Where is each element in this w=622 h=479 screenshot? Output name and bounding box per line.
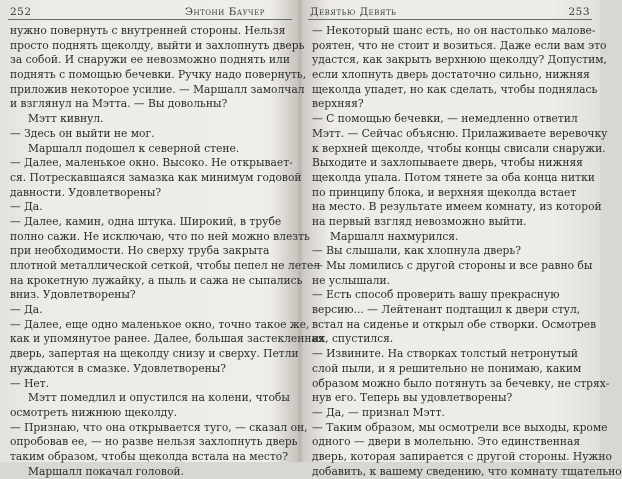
text-line: — Да. (10, 200, 43, 214)
text-line: щеколда упадет, но как сделать, чтобы поднялась (312, 82, 598, 96)
text-line: нуждаются в смазке. Удовлетворены? (10, 361, 227, 375)
text-line: осмотреть нижнюю щеколду. (10, 405, 178, 419)
text-line: — Да, — признал Мэтт. (312, 405, 445, 419)
text-line: удастся, как закрыть верхнюю щеколду? Допустим, (312, 53, 607, 67)
text-line: вниз. Удовлетворены? (10, 288, 136, 302)
text-line: образом можно было потянуть за бечевку, не стрях- (312, 376, 610, 390)
text-line: их, спустился. (312, 332, 394, 346)
text-line: — Здесь он выйти не мог. (10, 126, 155, 140)
text-line: — Некоторый шанс есть, но он настолько малове- (312, 24, 596, 37)
text-line: — Да. (10, 303, 43, 317)
text-line: Маршалл подошел к северной стене. (28, 141, 240, 155)
text-line: на место. В результате имеем комнату, из которой (312, 200, 602, 214)
text-line: верхняя? (312, 97, 364, 111)
text-line: нув его. Теперь вы удовлетворены? (312, 391, 513, 405)
text-line: при необходимости. Но сверху труба закрыта (10, 244, 270, 258)
text-line: — Нет. (10, 376, 50, 390)
text-line: — Далее, камин, одна штука. Широкий, в трубе (10, 214, 282, 228)
text-line: — Есть способ проверить вашу прекрасную (312, 288, 560, 302)
text-line: давности. Удовлетворены? (10, 185, 162, 199)
text-line: приложив некоторое усилие. — Маршалл замолчал (10, 82, 305, 96)
text-line: за собой. И снаружи ее невозможно поднять или (10, 53, 290, 67)
text-line: встал на сиденье и открыл обе створки. Осмотрев (312, 317, 597, 331)
text-line: — Извините. На створках толстый нетронутый (312, 347, 579, 361)
text-line: — Далее, еще одно маленькое окно, точно такое же, (10, 317, 310, 331)
text-line: версию... — Лейтенант подтащил к двери стул, (312, 303, 581, 317)
text-line: — Таким образом, мы осмотрели все выходы, кроме (312, 420, 608, 434)
left-page-number: 252 (10, 6, 32, 18)
text-line: — Признаю, что она открывается туго, — сказал он, (10, 420, 308, 434)
text-line: — Мы ломились с другой стороны и все равно бы (312, 259, 593, 272)
text-line: Маршалл покачал головой. (28, 464, 184, 478)
text-line: опробовав ее, — но разве нельзя захлопнуть дверь (10, 435, 298, 449)
text-line: Мэтт кивнул. (28, 112, 104, 126)
text-line: просто поднять щеколду, выйти и захлопнуть дверь (10, 38, 305, 52)
right-page-number: 253 (568, 6, 590, 18)
text-line: Мэтт. — Сейчас объясню. Прилаживаете веревочку (312, 126, 608, 140)
text-line: плотной металлической сеткой, чтобы пепел не летел (10, 259, 321, 272)
text-line: одного — двери в молельню. Это единственная (312, 435, 581, 449)
text-line: — С помощью бечевки, — немедленно ответил (312, 112, 578, 126)
text-line: если хлопнуть дверь достаточно сильно, нижняя (312, 68, 590, 82)
left-header-rule (8, 19, 292, 20)
right-page-header (300, 4, 600, 20)
left-page-header (0, 4, 300, 20)
text-line: роятен, что не стоит и возиться. Даже если вам это (312, 38, 607, 52)
text-line: дверь, запертая на щеколду снизу и сверху. Петли (10, 347, 299, 361)
text-line: как и упомянутое ранее. Далее, большая застекленная (10, 332, 325, 346)
text-line: Мэтт помедлил и опустился на колени, чтобы (28, 391, 290, 405)
text-line: таким образом, чтобы щеколда встала на место? (10, 449, 288, 463)
left-running-head: Энтони Баучер (185, 6, 265, 18)
text-line: полно сажи. Не исключаю, что по ней можно влезть (10, 229, 310, 243)
text-line: ся. Потрескавшаяся замазка как минимум годовой (10, 170, 302, 184)
right-page-text (312, 24, 622, 479)
right-running-head: Девятью Девять (310, 6, 397, 18)
text-line: — Вы слышали, как хлопнула дверь? (312, 244, 521, 258)
text-line: дверь, которая запирается с другой стороны. Нужно (312, 449, 612, 463)
text-line: добавить, к вашему сведению, что комнату тщательно (312, 464, 622, 478)
text-line: по принципу блока, и верхняя щеколда встает (312, 185, 577, 199)
text-line: щеколда упала. Потом тянете за оба конца нитки (312, 170, 595, 184)
text-line: Маршалл нахмурился. (330, 229, 459, 243)
text-line: к верхней щеколде, чтобы концы свисали снаружи. (312, 141, 606, 155)
text-line: слой пыли, и я решительно не понимаю, каким (312, 361, 582, 375)
text-line: и взглянул на Мэтта. — Вы довольны? (10, 97, 228, 111)
right-header-rule (308, 19, 592, 20)
text-line: не услышали. (312, 273, 391, 287)
left-page-text (10, 24, 325, 479)
text-line: на крокетную лужайку, а пыль и сажа не сыпались (10, 273, 303, 287)
text-line: Выходите и захлопываете дверь, чтобы нижняя (312, 156, 583, 170)
text-line: на первый взгляд невозможно выйти. (312, 214, 527, 228)
text-line: нужно повернуть с внутренней стороны. Нельзя (10, 24, 286, 37)
text-line: поднять с помощью бечевки. Ручку надо повернуть, (10, 68, 307, 82)
right-page (300, 0, 622, 478)
text-line: — Далее, маленькое окно. Высоко. Не открывает- (10, 156, 293, 170)
